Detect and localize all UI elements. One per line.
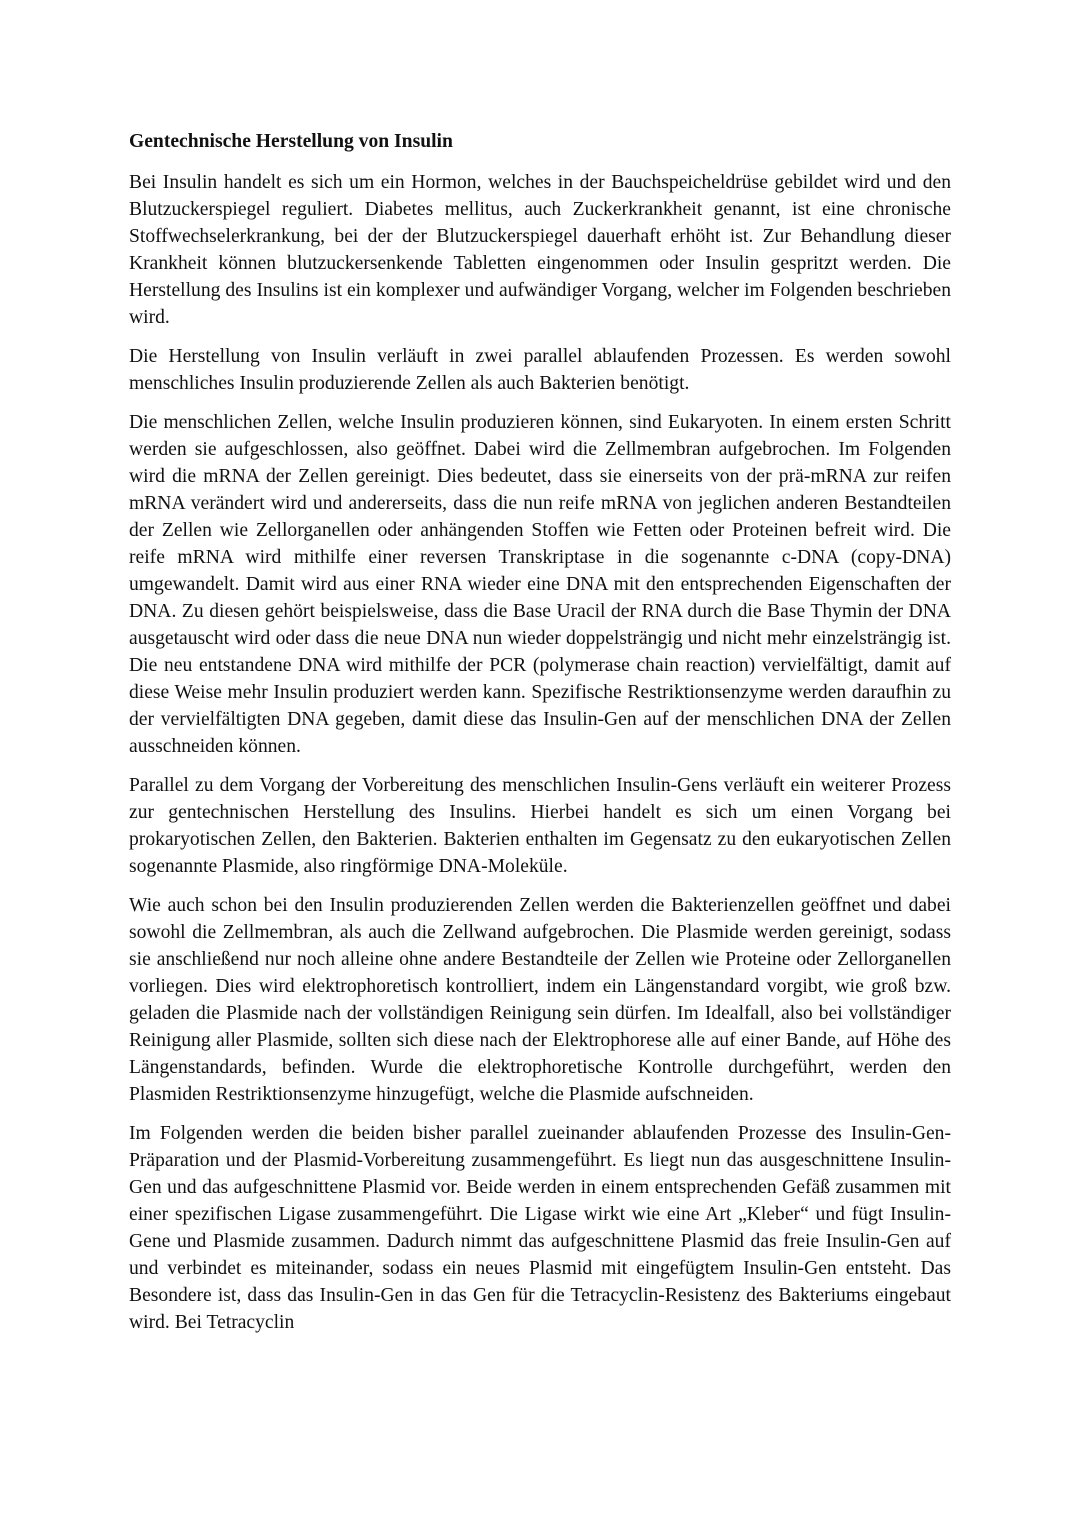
paragraph-overview: Die Herstellung von Insulin verläuft in zwei parallel ablaufenden Prozessen. Es werden sowohl menschliches Insulin produzierende Zellen als auch Bakterien benötigt.: [129, 346, 951, 394]
document-body: [129, 128, 951, 1336]
document-title: Gentechnische Herstellung von Insulin: [129, 131, 453, 152]
paragraph-human-cells: Die menschlichen Zellen, welche Insulin produzieren können, sind Eukaryoten. In einem ersten Schritt werden sie aufgeschlossen, also geöffnet. Dabei wird die Zellmembran aufgebrochen. Im Folgenden wird die mRNA der Zellen gereinigt. Dies bedeutet, dass sie einerseits von der prä-mRNA zur reifen mRNA verändert wird und andererseits, dass die nun reife mRNA von jeglichen anderen Bestandteilen der Zellen wie Zellorganellen oder anhängenden Stoffen wie Fetten oder Proteinen befreit wird. Die reife mRNA wird mithilfe einer reversen Transkriptase in die sogenannte c-DNA (copy-DNA) umgewandelt. Damit wird aus einer RNA wieder eine DNA mit den entsprechenden Eigenschaften der DNA. Zu diesen gehört beispielsweise, dass die Base Uracil der RNA durch die Base Thymin der DNA ausgetauscht wird oder dass die neue DNA nun wieder doppelsträngig und nicht mehr einzelsträngig ist. Die neu entstandene DNA wird mithilfe der PCR (polymerase chain reaction) vervielfältigt, damit auf diese Weise mehr Insulin produziert werden kann. Spezifische Restriktionsenzyme werden daraufhin zu der vervielfältigten DNA gegeben, damit diese das Insulin-Gen auf der menschlichen DNA der Zellen ausschneiden können.: [129, 412, 951, 757]
paragraph-introduction: Bei Insulin handelt es sich um ein Hormon, welches in der Bauchspeicheldrüse gebildet wird und den Blutzuckerspiegel reguliert. Diabetes mellitus, auch Zuckerkrankheit genannt, ist eine chronische Stoffwechselerkrankung, bei der der Blutzuckerspiegel dauerhaft erhöht ist. Zur Behandlung dieser Krankheit können blutzuckersenkende Tabletten eingenommen oder Insulin gespritzt werden. Die Herstellung des Insulins ist ein komplexer und aufwändiger Vorgang, welcher im Folgenden beschrieben wird.: [129, 172, 951, 328]
paragraph-bacteria: Parallel zu dem Vorgang der Vorbereitung des menschlichen Insulin-Gens verläuft ein weiterer Prozess zur gentechnischen Herstellung des Insulins. Hierbei handelt es sich um einen Vorgang bei prokaryotischen Zellen, den Bakterien. Bakterien enthalten im Gegensatz zu den eukaryotischen Zellen sogenannte Plasmide, also ringförmige DNA-Moleküle.: [129, 775, 951, 877]
paragraph-ligation: Im Folgenden werden die beiden bisher parallel zueinander ablaufenden Prozesse des Insulin-Gen-Präparation und der Plasmid-Vorbereitung zusammengeführt. Es liegt nun das ausgeschnittene Insulin-Gen und das aufgeschnittene Plasmid vor. Beide werden in einem entsprechenden Gefäß zusammen mit einer spezifischen Ligase zusammengeführt. Die Ligase wirkt wie eine Art „Kleber“ und fügt Insulin-Gene und Plasmide zusammen. Dadurch nimmt das aufgeschnittene Plasmid das freie Insulin-Gen auf und verbindet es miteinander, sodass ein neues Plasmid mit eingefügtem Insulin-Gen entsteht. Das Besondere ist, dass das Insulin-Gen in das Gen für die Tetracyclin-Resistenz des Bakteriums eingebaut wird. Bei Tetracyclin: [129, 1123, 951, 1333]
paragraph-plasmid-preparation: Wie auch schon bei den Insulin produzierenden Zellen werden die Bakterienzellen geöffnet und dabei sowohl die Zellmembran, als auch die Zellwand aufgebrochen. Die Plasmide werden gereinigt, sodass sie anschließend nur noch alleine ohne andere Bestandteile der Zellen wie Proteine oder Zellorganellen vorliegen. Dies wird elektrophoretisch kontrolliert, indem ein Längenstandard vorgibt, wie groß bzw. geladen die Plasmide nach der vollständigen Reinigung sein dürfen. Im Idealfall, also bei vollständiger Reinigung aller Plasmide, sollten sich diese nach der Elektrophorese alle auf einer Bande, auf Höhe des Längenstandards, befinden. Wurde die elektrophoretische Kontrolle durchgeführt, werden den Plasmiden Restriktionsenzyme hinzugefügt, welche die Plasmide aufschneiden.: [129, 895, 951, 1105]
